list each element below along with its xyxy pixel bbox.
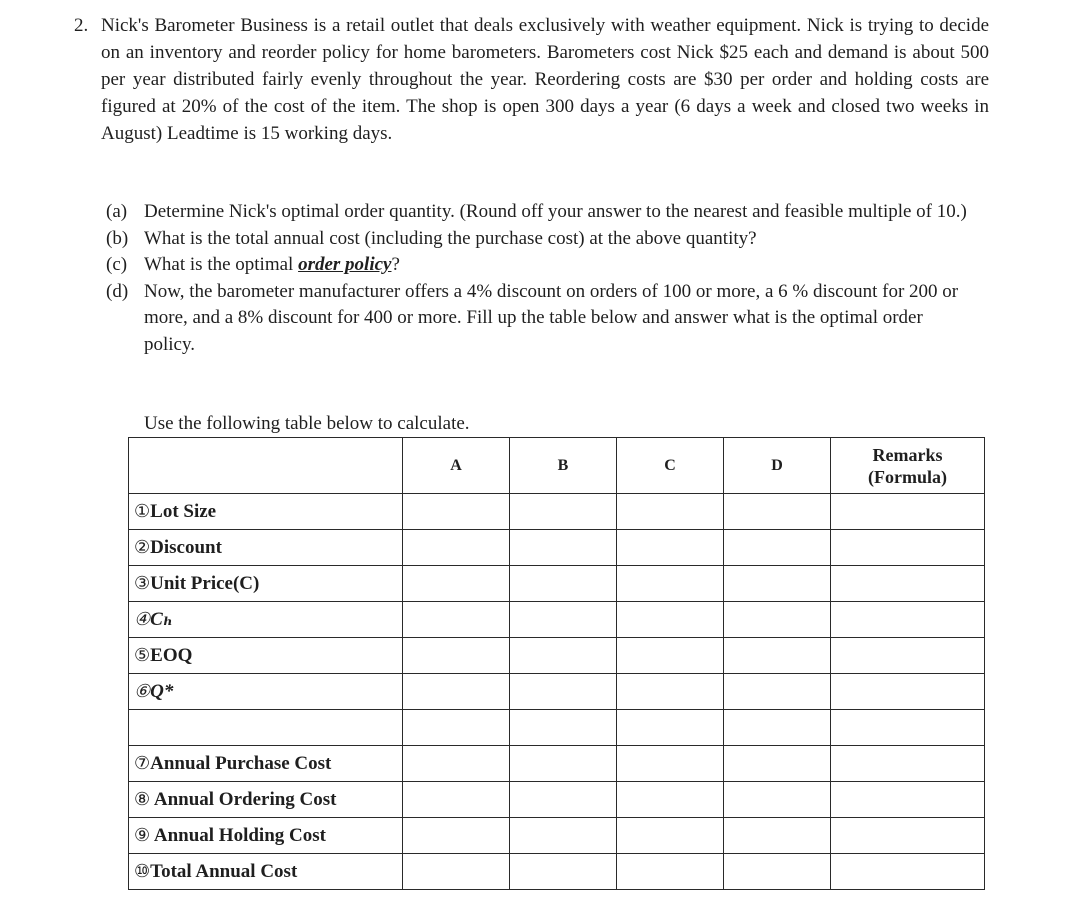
column-header-d: D xyxy=(724,438,831,494)
cell-a[interactable] xyxy=(403,566,510,602)
cell-a[interactable] xyxy=(403,854,510,890)
part-text: Now, the barometer manufacturer offers a 4% discount on orders of 100 or more, a 6 % discount for 200 or more, and a 8% discount for 400 or more. Fill up the table below and answer what is the optimal order policy. xyxy=(144,280,959,355)
row-label xyxy=(129,602,403,638)
cell-remarks[interactable] xyxy=(831,494,985,530)
calculation-table xyxy=(128,437,985,890)
row-label xyxy=(129,638,403,674)
cell-c[interactable] xyxy=(617,818,724,854)
cell-remarks[interactable] xyxy=(831,854,985,890)
cell-d[interactable] xyxy=(724,710,831,746)
cell-c[interactable] xyxy=(617,674,724,710)
row-label xyxy=(129,674,403,710)
part-text-before: What is the optimal xyxy=(144,254,299,275)
row-marker: ⑧ xyxy=(134,788,151,809)
cell-b[interactable] xyxy=(510,782,617,818)
problem-statement xyxy=(74,12,989,147)
table-caption: Use the following table below to calculate. xyxy=(144,413,470,434)
cell-d[interactable] xyxy=(724,818,831,854)
cell-a[interactable] xyxy=(403,602,510,638)
cell-c[interactable] xyxy=(617,602,724,638)
remarks-subtitle: (Formula) xyxy=(868,466,947,487)
row-label xyxy=(129,494,403,530)
part-label: (a) xyxy=(106,201,128,222)
row-label xyxy=(129,782,403,818)
row-label-text: Annual Purchase Cost xyxy=(150,752,332,774)
cell-remarks[interactable] xyxy=(831,818,985,854)
row-label-text: Total Annual Cost xyxy=(150,860,298,882)
row-label xyxy=(129,746,403,782)
row-marker: ③ xyxy=(134,572,151,593)
row-label-text: Unit Price(C) xyxy=(150,572,260,594)
table-row-q-star xyxy=(129,674,985,710)
row-label xyxy=(129,854,403,890)
row-label-text: Annual Ordering Cost xyxy=(150,788,337,810)
header-empty-cell xyxy=(129,438,403,494)
cell-a[interactable] xyxy=(403,638,510,674)
problem-text: Nick's Barometer Business is a retail outlet that deals exclusively with weather equipment. Nick is trying to decide on an inventory and reorder policy for home barometers. Barometers cost Nick $25 each and demand is about 500 per year distributed fairly evenly throughout the year. Reordering costs are $30 per order and holding costs are figured at 20% of the cost of the item. The shop is open 300 days a year (6 days a week and closed two weeks in August) Leadtime is 15 working days. xyxy=(101,15,989,144)
cell-d[interactable] xyxy=(724,674,831,710)
cell-d[interactable] xyxy=(724,638,831,674)
cell-a[interactable] xyxy=(403,674,510,710)
row-label xyxy=(129,818,403,854)
problem-number: 2. xyxy=(74,15,89,36)
cell-b[interactable] xyxy=(510,638,617,674)
table-row-discount xyxy=(129,530,985,566)
cell-c[interactable] xyxy=(617,494,724,530)
cell-d[interactable] xyxy=(724,566,831,602)
row-marker: ⑤ xyxy=(134,644,151,665)
cell-d[interactable] xyxy=(724,782,831,818)
cell-c[interactable] xyxy=(617,638,724,674)
row-label xyxy=(129,710,403,746)
cell-d[interactable] xyxy=(724,530,831,566)
part-text-after: ? xyxy=(391,254,400,275)
column-header-a: A xyxy=(403,438,510,494)
row-marker: ⑦ xyxy=(134,752,151,773)
table-row-annual-ordering-cost xyxy=(129,782,985,818)
row-marker: ④ xyxy=(134,609,151,629)
cell-b[interactable] xyxy=(510,746,617,782)
row-label-text: Discount xyxy=(150,536,222,558)
table-row-lot-size xyxy=(129,494,985,530)
cell-b[interactable] xyxy=(510,674,617,710)
row-marker: ⑩ xyxy=(134,860,151,881)
question-parts xyxy=(106,199,976,358)
part-c xyxy=(106,252,976,279)
cell-remarks[interactable] xyxy=(831,674,985,710)
cell-remarks[interactable] xyxy=(831,602,985,638)
cell-c[interactable] xyxy=(617,566,724,602)
cell-d[interactable] xyxy=(724,854,831,890)
remarks-title: Remarks xyxy=(872,444,943,465)
cell-b[interactable] xyxy=(510,494,617,530)
cell-remarks[interactable] xyxy=(831,638,985,674)
row-marker: ⑥ xyxy=(134,680,151,701)
order-policy-emphasis: order policy xyxy=(298,254,392,275)
table-row-unit-price xyxy=(129,566,985,602)
cell-b[interactable] xyxy=(510,854,617,890)
cell-c[interactable] xyxy=(617,854,724,890)
column-header-remarks xyxy=(831,438,985,494)
row-marker: ① xyxy=(134,500,151,521)
part-text: What is the total annual cost (including the purchase cost) at the above quantity? xyxy=(144,227,757,249)
cell-b[interactable] xyxy=(510,602,617,638)
row-label xyxy=(129,566,403,602)
column-header-c: C xyxy=(617,438,724,494)
row-marker: ⑨ xyxy=(134,824,151,845)
cell-a[interactable] xyxy=(403,782,510,818)
cell-a[interactable] xyxy=(403,530,510,566)
row-marker: ② xyxy=(134,536,151,557)
cell-remarks[interactable] xyxy=(831,710,985,746)
cell-c[interactable] xyxy=(617,782,724,818)
cell-a[interactable] xyxy=(403,710,510,746)
column-header-b: B xyxy=(510,438,617,494)
table-row-blank xyxy=(129,710,985,746)
part-d xyxy=(106,279,976,359)
row-label xyxy=(129,530,403,566)
cell-b[interactable] xyxy=(510,710,617,746)
row-label-text: Q* xyxy=(150,680,174,702)
cell-d[interactable] xyxy=(724,746,831,782)
cell-a[interactable] xyxy=(403,818,510,854)
row-label-text: Annual Holding Cost xyxy=(150,824,326,846)
part-text: Determine Nick's optimal order quantity. (Round off your answer to the nearest and feasible multiple of 10.) xyxy=(144,201,967,222)
part-text xyxy=(144,252,976,279)
table-row-annual-holding-cost xyxy=(129,818,985,854)
cell-a[interactable] xyxy=(403,746,510,782)
cell-remarks[interactable] xyxy=(831,530,985,566)
row-label-text: EOQ xyxy=(150,644,193,666)
part-label: (b) xyxy=(106,227,129,249)
table-row-eoq xyxy=(129,638,985,674)
cell-c[interactable] xyxy=(617,710,724,746)
part-a xyxy=(106,199,976,226)
cell-remarks[interactable] xyxy=(831,566,985,602)
table-header-row xyxy=(129,438,985,494)
row-label-text: Lot Size xyxy=(150,500,217,522)
cell-remarks[interactable] xyxy=(831,746,985,782)
cell-d[interactable] xyxy=(724,494,831,530)
cell-b[interactable] xyxy=(510,566,617,602)
cell-b[interactable] xyxy=(510,530,617,566)
cell-d[interactable] xyxy=(724,602,831,638)
table-row-annual-purchase-cost xyxy=(129,746,985,782)
cell-c[interactable] xyxy=(617,746,724,782)
table-row-holding-cost-rate xyxy=(129,602,985,638)
cell-remarks[interactable] xyxy=(831,782,985,818)
row-label-text: Cₕ xyxy=(150,609,173,630)
part-b xyxy=(106,226,976,253)
table-row-total-annual-cost xyxy=(129,854,985,890)
cell-b[interactable] xyxy=(510,818,617,854)
part-label: (d) xyxy=(106,280,129,302)
cell-c[interactable] xyxy=(617,530,724,566)
cell-a[interactable] xyxy=(403,494,510,530)
part-label: (c) xyxy=(106,254,128,275)
